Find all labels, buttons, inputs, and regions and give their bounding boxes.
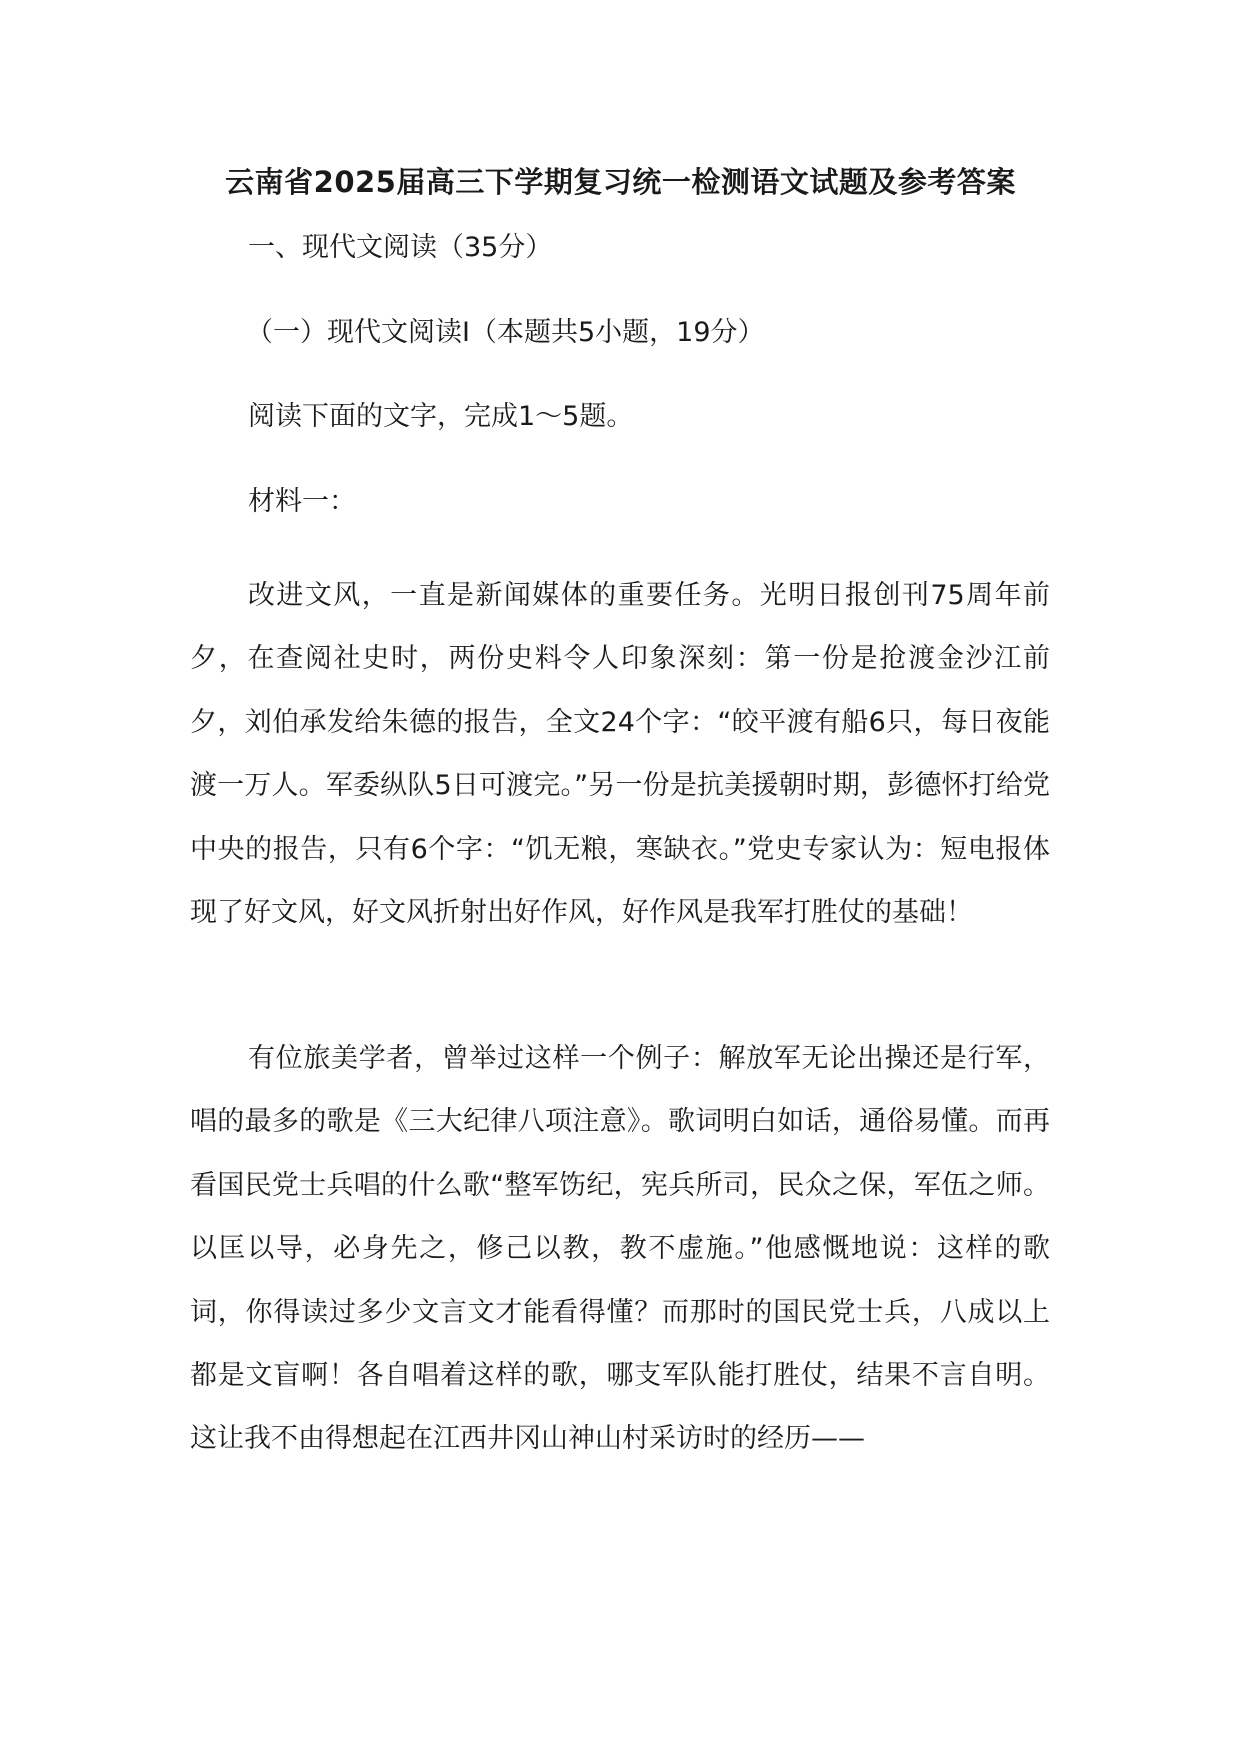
- body-paragraph: 改进文风，一直是新闻媒体的重要任务。光明日报创刊75周年前夕，在查阅社史时，两份史料令人印象深刻：第一份是抢渡金沙江前夕，刘伯承发给朱德的报告，全文24个字：“皎平渡有船6只，每日夜能渡一万人。军委纵队5日可渡完。”另一份是抗美援朝时期，彭德怀打给党中央的报告，只有6个字：“饥无粮，寒缺衣。”党史专家认为：短电报体现了好文风，好文风折射出好作风，好作风是我军打胜仗的基础！: [190, 580, 1050, 929]
- body-paragraph: 有位旅美学者，曾举过这样一个例子：解放军无论出操还是行军，唱的最多的歌是《三大纪律八项注意》。歌词明白如话，通俗易懂。而再看国民党士兵唱的什么歌“整军饬纪，宪兵所司，民众之保，军伍之师。以匡以导，必身先之，修己以教，教不虚施。”他感慨地说：这样的歌词，你得读过多少文言文才能看得懂？而那时的国民党士兵，八成以上都是文盲啊！各自唱着这样的歌，哪支军队能打胜仗，结果不言自明。这让我不由得想起在江西井冈山神山村采访时的经历——: [190, 1043, 1050, 1455]
- material-label: 材料一：: [248, 486, 356, 517]
- reading-instruction: 阅读下面的文字，完成1～5题。: [248, 401, 634, 432]
- document-title: 云南省2025届高三下学期复习统一检测语文试题及参考答案: [225, 165, 1016, 199]
- subsection-heading: （一）现代文阅读Ⅰ（本题共5小题，19分）: [246, 317, 765, 348]
- section-heading: 一、现代文阅读（35分）: [248, 232, 553, 263]
